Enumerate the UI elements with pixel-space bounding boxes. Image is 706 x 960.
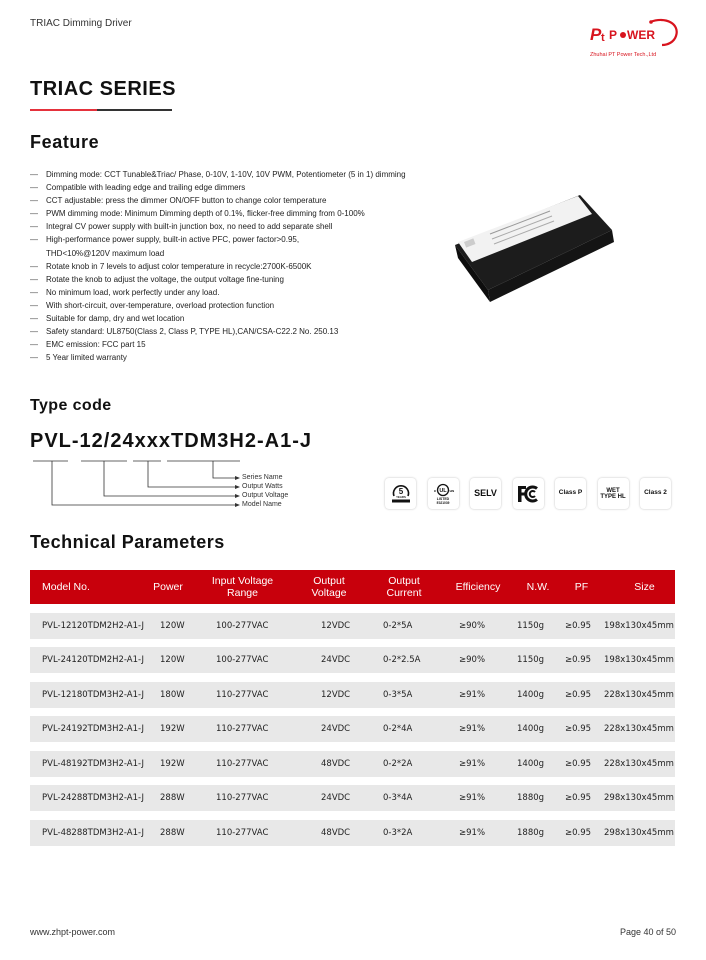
column-header-net-weight: N.W.	[526, 581, 550, 593]
feature-item: — EMC emission: FCC part 15	[30, 338, 430, 351]
cell-output-voltage: 48VDC	[321, 758, 351, 769]
svg-text:5: 5	[398, 486, 403, 496]
technical-parameters-heading: Technical Parameters	[30, 532, 225, 552]
column-header-input-voltage: Input Voltage Range	[211, 575, 274, 599]
feature-item: — Rotate the knob to adjust the voltage, the output voltage fine-tuning	[30, 273, 430, 286]
column-header-output-current: Output Current	[386, 575, 422, 599]
feature-item: — High-performance power supply, built-in active PFC, power factor>0.95, THD<10%@120V maximum load	[30, 235, 300, 258]
cell-power: 288W	[160, 793, 185, 803]
cell-efficiency: ≥91%	[459, 689, 486, 700]
type-code-heading: Type code	[30, 397, 112, 414]
cell-output-voltage: 12VDC	[321, 689, 351, 700]
cell-size: 228x130x45mm	[604, 758, 674, 769]
document-header-title: TRIAC Dimming Driver	[30, 18, 132, 29]
cell-size: 198x130x45mm	[604, 620, 674, 631]
cell-input-voltage: 110-277VAC	[216, 793, 269, 803]
cell-output-current: 0-2*2A	[383, 758, 413, 769]
cell-net-weight: 1400g	[517, 689, 545, 700]
cell-power-factor: ≥0.95	[565, 620, 592, 631]
cell-input-voltage: 110-277VAC	[216, 758, 269, 769]
dash-bullet-icon: —	[30, 287, 38, 297]
cell-model: PVL-24288TDM3H2-A1-J	[42, 793, 145, 803]
footer-page-number: Page 40 of 50	[619, 927, 676, 937]
column-header-model: Model No.	[42, 581, 90, 593]
feature-item: — Rotate knob in 7 levels to adjust color temperature in recycle:2700K-6500K	[30, 260, 430, 273]
table-row	[30, 716, 675, 742]
table-header-row	[30, 570, 675, 604]
dash-bullet-icon: —	[30, 353, 38, 363]
feature-item: — Compatible with leading edge and trailing edge dimmers	[30, 181, 430, 194]
table-row	[30, 613, 675, 639]
cell-size: 298x130x45mm	[604, 827, 674, 838]
series-underline-divider	[30, 109, 172, 111]
dash-bullet-icon: —	[30, 209, 38, 219]
dash-bullet-icon: —	[30, 300, 38, 310]
cell-output-current: 0-2*5A	[383, 620, 413, 631]
cell-input-voltage: 100-277VAC	[216, 655, 269, 665]
cell-power-factor: ≥0.95	[565, 827, 592, 838]
cell-power-factor: ≥0.95	[565, 793, 592, 803]
cell-output-voltage: 24VDC	[321, 724, 351, 734]
feature-item: — No minimum load, work perfectly under any load.	[30, 286, 430, 299]
class-p-icon: Class P	[555, 478, 586, 509]
cell-power-factor: ≥0.95	[565, 689, 592, 700]
cell-efficiency: ≥91%	[459, 793, 486, 803]
column-header-output-voltage: Output Voltage	[311, 575, 347, 599]
cell-power: 120W	[160, 620, 185, 631]
cell-model: PVL-24192TDM3H2-A1-J	[42, 724, 145, 734]
cell-efficiency: ≥91%	[459, 827, 486, 838]
pt-power-logo-icon	[588, 18, 680, 48]
certification-badges	[385, 478, 680, 510]
dash-bullet-icon: —	[30, 222, 38, 232]
cell-model: PVL-48288TDM3H2-A1-J	[42, 827, 145, 838]
cell-input-voltage: 110-277VAC	[216, 689, 269, 700]
five-year-warranty-icon	[385, 478, 416, 509]
svg-text:P: P	[609, 28, 618, 42]
footer-website-link[interactable]: www.zhpt-power.com	[30, 927, 116, 937]
cell-output-current: 0-3*2A	[383, 827, 413, 838]
svg-text:c: c	[434, 487, 437, 493]
cell-power: 288W	[160, 827, 185, 838]
feature-list	[30, 168, 430, 364]
cell-model: PVL-12120TDM2H2-A1-J	[42, 620, 145, 631]
svg-text:t: t	[601, 32, 605, 44]
cell-output-voltage: 12VDC	[321, 620, 351, 631]
cell-net-weight: 1400g	[517, 758, 545, 769]
feature-item: — CCT adjustable: press the dimmer ON/OFF button to change color temperature	[30, 194, 430, 207]
cell-efficiency: ≥91%	[459, 758, 486, 769]
company-name: Zhuhai PT Power Tech.,Ltd	[590, 52, 657, 58]
cell-size: 228x130x45mm	[604, 689, 674, 700]
cell-size: 228x130x45mm	[604, 724, 674, 734]
type-label-output-watts: Output Watts	[242, 483, 283, 490]
class-2-icon: Class 2	[640, 478, 671, 509]
cell-net-weight: 1880g	[517, 793, 545, 803]
cell-input-voltage: 110-277VAC	[216, 827, 269, 838]
wet-type-hl-icon: WET TYPE HL	[598, 478, 629, 509]
cell-power-factor: ≥0.95	[565, 655, 592, 665]
cell-net-weight: 1400g	[517, 724, 545, 734]
cell-model: PVL-48192TDM3H2-A1-J	[42, 758, 145, 769]
feature-heading: Feature	[30, 132, 100, 152]
svg-text:LISTED: LISTED	[436, 496, 450, 501]
table-row	[30, 751, 675, 777]
cell-power: 120W	[160, 655, 185, 665]
cell-power: 192W	[160, 724, 185, 734]
cell-efficiency: ≥91%	[459, 724, 486, 734]
ul-listed-icon	[428, 478, 459, 509]
dash-bullet-icon: —	[30, 314, 38, 324]
technical-parameters-table	[30, 570, 675, 846]
type-label-series-name: Series Name	[242, 474, 283, 481]
type-code-diagram	[30, 458, 300, 514]
cell-output-voltage: 48VDC	[321, 827, 351, 838]
svg-text:UL: UL	[439, 487, 447, 494]
svg-text:P: P	[590, 25, 602, 44]
cell-input-voltage: 100-277VAC	[216, 620, 269, 631]
dash-bullet-icon: —	[30, 183, 38, 193]
table-row	[30, 682, 675, 708]
dash-bullet-icon: —	[30, 170, 38, 179]
cell-output-voltage: 24VDC	[321, 655, 351, 665]
svg-text:WER: WER	[627, 28, 655, 42]
svg-text:YEARS: YEARS	[395, 494, 406, 499]
dash-bullet-icon: —	[30, 196, 38, 206]
cell-model: PVL-24120TDM2H2-A1-J	[42, 655, 145, 665]
cell-net-weight: 1880g	[517, 827, 545, 838]
dash-bullet-icon: —	[30, 261, 38, 271]
cell-net-weight: 1150g	[517, 620, 545, 631]
cell-output-current: 0-3*4A	[383, 793, 413, 803]
feature-item: — 5 Year limited warranty	[30, 351, 430, 364]
column-header-efficiency: Efficiency	[455, 581, 501, 593]
dash-bullet-icon: —	[30, 327, 38, 337]
type-code-value: PVL-12/24xxxTDM3H2-A1-J	[30, 430, 312, 452]
selv-icon: SELV	[470, 478, 501, 509]
dash-bullet-icon: —	[30, 340, 38, 350]
table-row	[30, 820, 675, 846]
fcc-icon	[513, 478, 544, 509]
cell-size: 298x130x45mm	[604, 793, 674, 803]
cell-model: PVL-12180TDM3H2-A1-J	[42, 689, 145, 700]
cell-output-current: 0-3*5A	[383, 689, 413, 700]
type-label-model-name: Model Name	[242, 501, 282, 508]
type-label-output-voltage: Output Voltage	[242, 492, 289, 499]
cell-output-current: 0-2*2.5A	[383, 655, 421, 665]
svg-text:us: us	[449, 487, 455, 493]
cell-size: 198x130x45mm	[604, 655, 674, 665]
series-title: TRIAC SERIES	[30, 78, 177, 100]
table-row	[30, 647, 675, 673]
cell-efficiency: ≥90%	[459, 620, 486, 631]
feature-item: — Safety standard: UL8750(Class 2, Class P, TYPE HL),CAN/CSA-C22.2 No. 250.13	[30, 325, 430, 338]
column-header-size: Size	[634, 581, 655, 593]
table-row	[30, 785, 675, 811]
cell-power-factor: ≥0.95	[565, 724, 592, 734]
cell-power: 180W	[160, 689, 185, 700]
cell-input-voltage: 110-277VAC	[216, 724, 269, 734]
feature-item: — With short-circuit, over-temperature, overload protection function	[30, 299, 430, 312]
cell-power-factor: ≥0.95	[565, 758, 592, 769]
product-driver-image	[450, 190, 620, 310]
column-header-power: Power	[153, 581, 183, 593]
dash-bullet-icon: —	[30, 274, 38, 284]
feature-item: — Integral CV power supply with built-in junction box, no need to add separate shell	[30, 220, 430, 233]
dash-bullet-icon: —	[30, 235, 38, 245]
svg-text:E321039: E321039	[436, 500, 450, 505]
cell-net-weight: 1150g	[517, 655, 545, 665]
feature-item: — PWM dimming mode: Minimum Dimming depth of 0.1%, flicker-free dimming from 0-100%	[30, 207, 430, 220]
cell-efficiency: ≥90%	[459, 655, 486, 665]
type-code-connector-lines	[30, 458, 240, 514]
cell-power: 192W	[160, 758, 185, 769]
feature-item: — Suitable for damp, dry and wet location	[30, 312, 430, 325]
cell-output-voltage: 24VDC	[321, 793, 351, 803]
company-logo	[588, 18, 680, 64]
cell-output-current: 0-2*4A	[383, 724, 413, 734]
feature-item: — Dimming mode: CCT Tunable&Triac/ Phase, 0-10V, 1-10V, 10V PWM, Potentiometer (5 in 1) dimming	[30, 168, 430, 181]
column-header-power-factor: PF	[574, 581, 589, 593]
